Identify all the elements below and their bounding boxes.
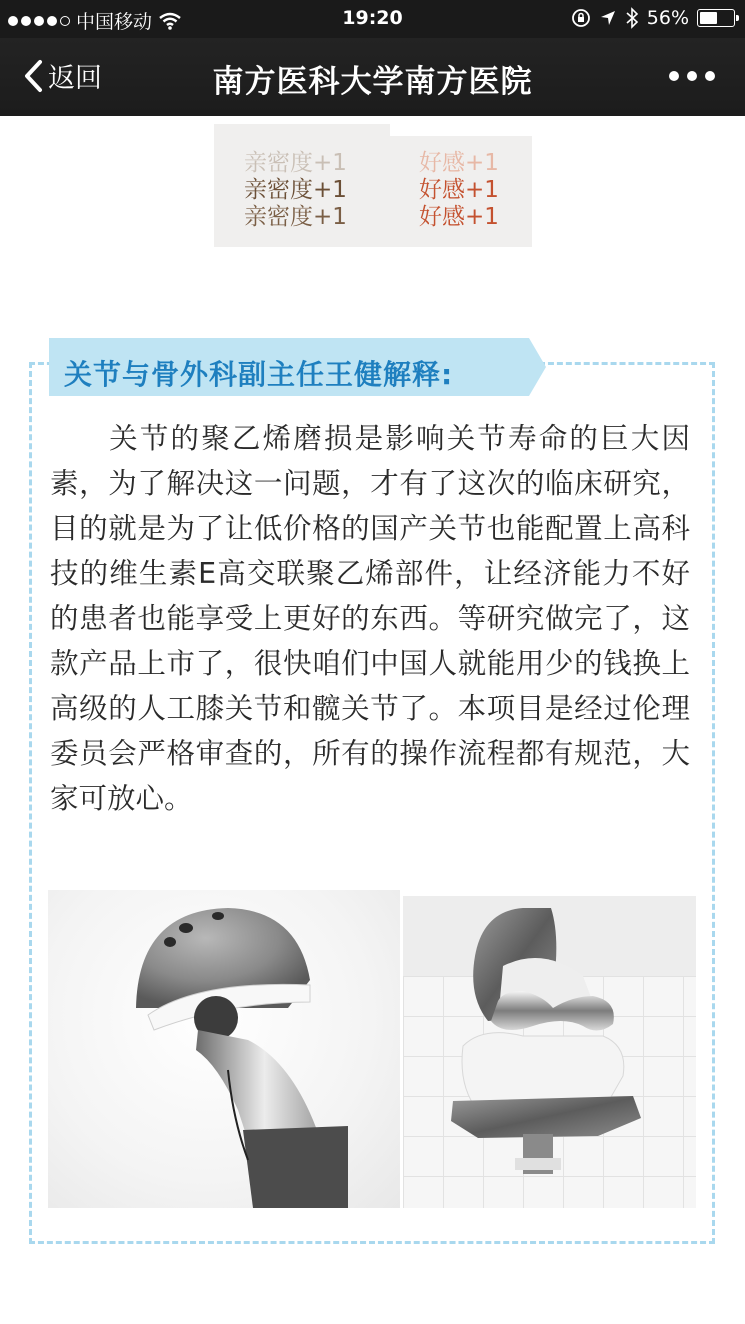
knee-implant-image xyxy=(403,896,696,1208)
carrier-label: 中国移动 xyxy=(76,11,153,33)
knee-implant-illustration xyxy=(403,896,696,1208)
bluetooth-icon xyxy=(625,7,639,29)
status-right xyxy=(571,7,735,29)
favor-line: 好感+1 xyxy=(419,204,499,230)
location-arrow-icon xyxy=(599,9,617,27)
more-dots-icon[interactable] xyxy=(669,71,715,81)
status-bar xyxy=(0,0,745,38)
hip-implant-image xyxy=(48,890,400,1208)
rotation-lock-icon xyxy=(571,8,591,28)
intimacy-left-column xyxy=(244,150,347,231)
intimacy-line: 亲密度+1 xyxy=(244,150,347,176)
quote-banner-title: 关节与骨外科副主任王健解释: xyxy=(64,358,454,391)
battery-percent: 56% xyxy=(646,7,689,29)
favor-line: 好感+1 xyxy=(419,150,499,176)
article-paragraph xyxy=(50,416,690,821)
battery-icon xyxy=(697,9,735,27)
clock: 19:20 xyxy=(342,7,403,29)
page-title: 南方医科大学南方医院 xyxy=(212,64,533,100)
article-paragraph-text: 关节的聚乙烯磨损是影响关节寿命的巨大因素，为了解决这一问题，才有了这次的临床研究，目的就是为了让低价格的国产关节也能配置上高科技的维生素E高交联聚乙烯部件，让经济能力不好的患者也能享受上更好的东西。等研究做完了，这款产品上市了，很快咱们中国人就能用少的钱换上高级的人工膝关节和髋关节了。本项目是经过伦理委员会严格审查的，所有的操作流程都有规范，大家可放心。 xyxy=(50,422,690,815)
favor-line: 好感+1 xyxy=(419,177,499,203)
intimacy-image xyxy=(214,124,532,247)
hip-implant-illustration xyxy=(48,890,400,1208)
back-label: 返回 xyxy=(48,63,102,94)
intimacy-line: 亲密度+1 xyxy=(244,177,347,203)
nav-bar xyxy=(0,38,745,116)
favor-right-column xyxy=(419,150,499,231)
intimacy-line: 亲密度+1 xyxy=(244,204,347,230)
